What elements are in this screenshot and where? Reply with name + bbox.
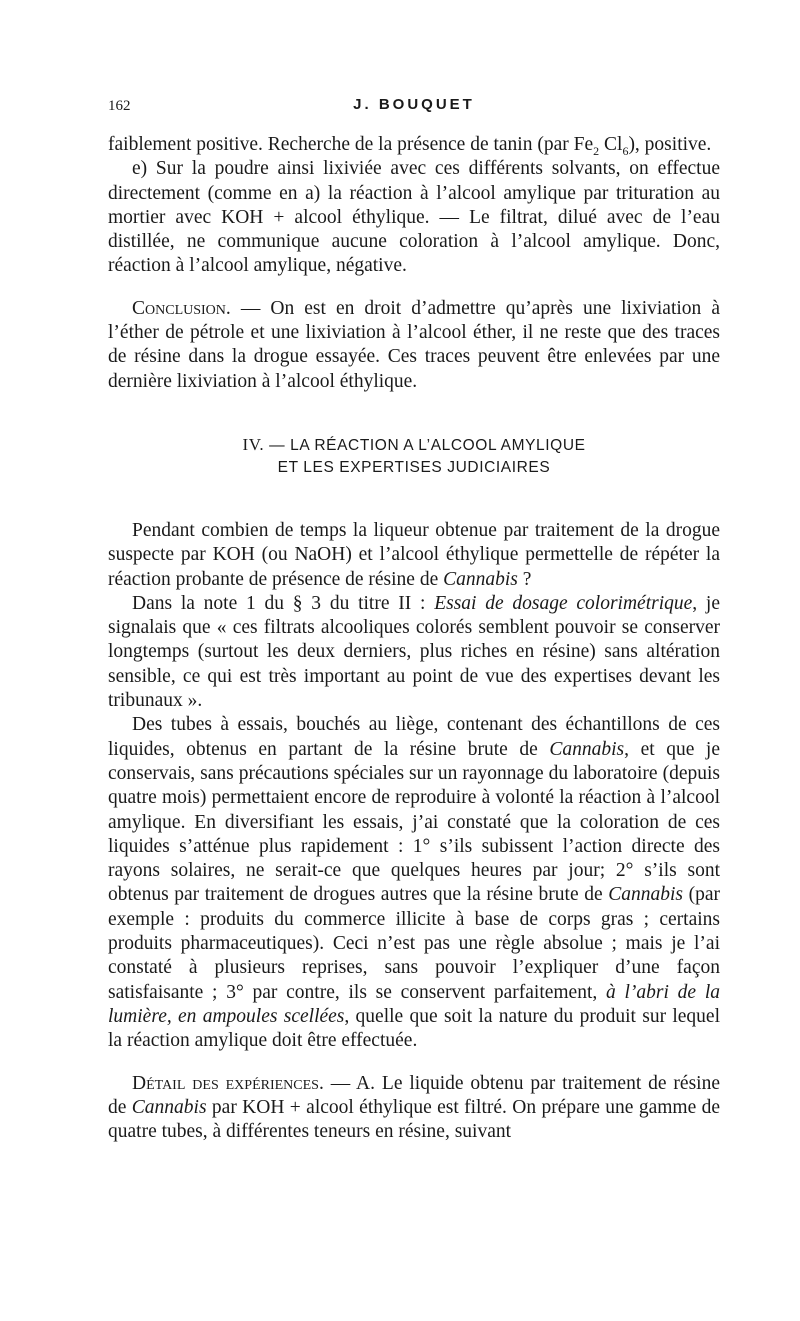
text-run: , quelle que soit la nature du produit sur lequel la réaction amylique doit être effectuée. xyxy=(108,1005,721,1052)
italic-term: Cannabis xyxy=(443,568,518,590)
text-run: Des tubes à essais, bouchés au liège, contenant des échantillons de ces liquides, obtenus en partant de la résine brute de xyxy=(108,714,720,760)
italic-term: Cannabis xyxy=(131,1096,207,1118)
text-run: — A. Le liquide obtenu par traitement de résine de xyxy=(108,1072,720,1118)
paragraph-2 xyxy=(108,592,720,713)
paragraph-1 xyxy=(108,519,720,592)
page-body xyxy=(108,133,720,1144)
spacer xyxy=(108,279,720,297)
paragraph-e: e) Sur la poudre ainsi lixiviée avec ces différents solvants, on effectue directement (comme en a) la réaction à l’alcool amylique par trituration au mortier avec KOH + alcool éthylique. — Le filtrat, dilué avec de l’eau distillée, ne communique aucune coloration à l’alcool amylique. Donc, réaction à l’alcool amylique, négative. xyxy=(108,158,720,277)
text-run: (par exemple : produits du commerce illicite à base de corps gras ; certains produits pharmaceutiques). Ceci n’est pas une règle absolue ; mais je l’ai constaté à plusieurs reprises, sans pouvoir l’expliquer d’une façon satisfaisante ; 3° par contre, ils se conservent parfaitement, xyxy=(108,884,720,1003)
spacer xyxy=(108,1054,720,1072)
section-heading xyxy=(108,434,720,479)
conclusion-label: Conclusion. xyxy=(132,297,231,319)
section-number: IV. xyxy=(242,434,265,454)
subscript: 2 xyxy=(593,143,600,158)
text-run: ), positive. xyxy=(628,134,712,155)
subscript: 6 xyxy=(622,143,629,158)
page-number: 162 xyxy=(108,98,131,114)
detail-label: Détail des expériences. xyxy=(132,1072,324,1094)
running-title: J. BOUQUET xyxy=(353,96,475,113)
text-run: Cl xyxy=(599,134,623,155)
section-heading-line-1 xyxy=(108,434,720,457)
italic-term: à l’abri de la lumière, en ampoules scellées xyxy=(108,981,720,1027)
italic-term: Essai de dosage colorimétrique xyxy=(434,592,693,614)
section-title-1: — LA RÉACTION A L’ALCOOL AMYLIQUE xyxy=(264,436,586,454)
detail-paragraph xyxy=(108,1072,720,1145)
text-run: , et que je conservais, sans précautions spéciales sur un rayonnage du laboratoire (depuis quatre mois) permettaient encore de reproduire à volonté la réaction à l’alcool amylique. En diversifiant les essais, j’ai constaté que la coloration de ces liquides s’atténue plus rapidement : 1° s’ils subissent l’action directe des rayons solaires, ne serait-ce que quelques heures par jour; 2° s’ils sont obtenus par traitement de drogues autres que la résine brute de xyxy=(108,738,720,906)
page-header xyxy=(108,96,720,120)
italic-term: Cannabis xyxy=(608,884,683,906)
text-run: Dans la note 1 du § 3 du titre II : xyxy=(132,592,435,614)
conclusion-paragraph xyxy=(108,297,720,394)
text-run: Pendant combien de temps la liqueur obtenue par traitement de la drogue suspecte par KOH (ou NaOH) et l’alcool éthylique permettelle de répéter la réaction probante de présence de résine de xyxy=(108,519,720,590)
conclusion-text: — On est en droit d’admettre qu’après une lixiviation à l’éther de pétrole et une lixiviation à l’alcool éther, il ne reste que des traces de résine dans la drogue essayée. Ces traces peuvent être enlevées par une dernière lixiviation à l’alcool éthylique. xyxy=(108,297,720,392)
section-title-2: ET LES EXPERTISES JUDICIAIRES xyxy=(277,458,551,476)
italic-term: Cannabis xyxy=(549,738,625,760)
text-run: par KOH + alcool éthylique est filtré. On prépare une gamme de quatre tubes, à différentes teneurs en résine, suivant xyxy=(108,1096,720,1143)
continued-paragraph xyxy=(108,133,720,157)
text-run: ? xyxy=(517,568,532,590)
paragraph-3 xyxy=(108,713,720,1053)
text-run: , je signalais que « ces filtrats alcooliques colorés semblent pouvoir se conserver longtemps (surtout les deux derniers, plus riches en résine) sans altération sensible, ce qui est très important au point de vue des expertises devant les tribunaux ». xyxy=(108,592,720,712)
text-run: faiblement positive. Recherche de la présence de tanin (par Fe xyxy=(108,134,594,155)
